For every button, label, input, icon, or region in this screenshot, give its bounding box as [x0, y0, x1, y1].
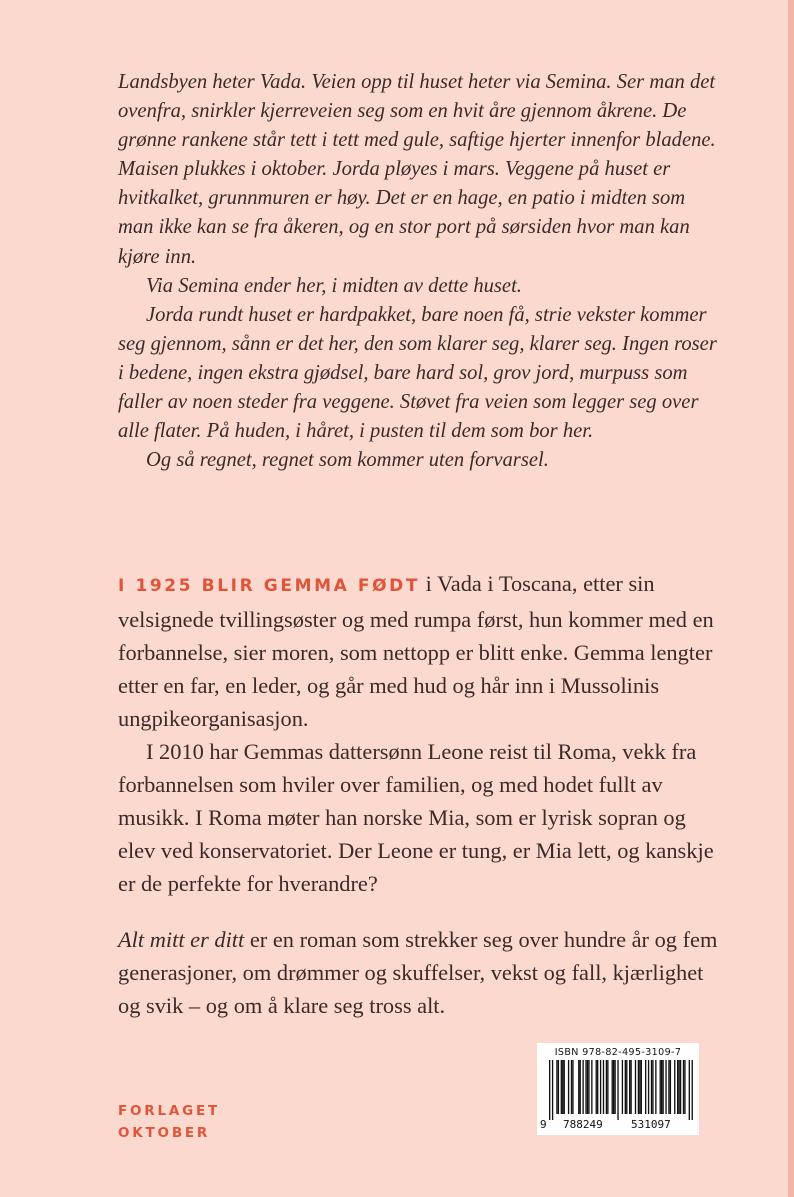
publisher-logo: [118, 1100, 220, 1144]
barcode-digit-first: 9: [540, 1118, 547, 1131]
excerpt-paragraph: Landsbyen heter Vada. Veien opp til huset heter via Semina. Ser man det ovenfra, snirkler kjerreveien seg som en hvit åre gjennom åkrene. De grønne rankene står tett i tett med gule, saftige hjerter innenfor bladene. Maisen plukkes i oktober. Jorda pløyes i mars. Veggene på huset er hvitkalket, grunnmuren er høy. Det er en hage, en patio i midten som man ikke kan se fra åkeren, og en stor port på sørsiden hvor man kan kjøre inn.: [118, 71, 716, 268]
isbn-barcode: [537, 1043, 699, 1135]
excerpt-paragraph: Og så regnet, regnet som kommer uten forvarsel.: [146, 449, 549, 472]
publisher-line-1: FORLAGET: [118, 1103, 221, 1119]
blurb-lead-in: I 1925 BLIR GEMMA FØDT: [118, 576, 421, 596]
barcode-bars-icon: [549, 1060, 693, 1120]
blurb-paragraph-2: I 2010 har Gemmas dattersønn Leone reist til Roma, vekk fra forbannelsen som hviler over familien, og med hodet fullt av musikk. I Roma møter han norske Mia, som er lyrisk sopran og elev ved konservatoriet. Der Leone er tung, er Mia lett, og kanskje er de perfekte for hverandre?: [118, 739, 714, 896]
excerpt-paragraph: Jorda rundt huset er hardpakket, bare noen få, strie vekster kommer seg gjennom, sånn er det her, den som klarer seg, klarer seg. Ingen roser i bedene, ingen ekstra gjødsel, bare hard sol, grov jord, murpuss som faller av noen steder fra veggene. Støvet fra veien som legger seg over alle flater. På huden, i håret, i pusten til dem som bor her.: [118, 303, 717, 443]
publisher-line-2: OKTOBER: [118, 1125, 211, 1141]
cover-edge-strip: [788, 0, 794, 1197]
novel-excerpt: [118, 68, 718, 475]
blurb-paragraph-1-text: i Vada i Toscana, etter sin velsignede tvillingsøster og med rumpa først, hun kommer med en forbannelse, sier moren, som nettopp er blitt enke. Gemma lengter etter en far, en leder, og går med hud og hår inn i Mussolinis ungpikeorganisasjon.: [118, 571, 714, 731]
blurb-paragraph-1: [118, 567, 718, 735]
excerpt-paragraph: Via Semina ender her, i midten av dette huset.: [146, 274, 522, 297]
back-cover-blurb: [118, 567, 718, 1022]
barcode-digits-right: 531097: [631, 1118, 671, 1131]
blurb-paragraph-3-text: er en roman som strekker seg over hundre år og fem generasjoner, om drømmer og skuffelser, vekst og fall, kjærlighet og svik – og om å klare seg tross alt.: [118, 927, 718, 1018]
book-title: Alt mitt er ditt: [118, 927, 245, 952]
barcode-digits-left: 788249: [563, 1118, 603, 1131]
blurb-paragraph-3: [118, 923, 718, 1022]
isbn-label: ISBN 978-82-495-3109-7: [554, 1047, 682, 1058]
